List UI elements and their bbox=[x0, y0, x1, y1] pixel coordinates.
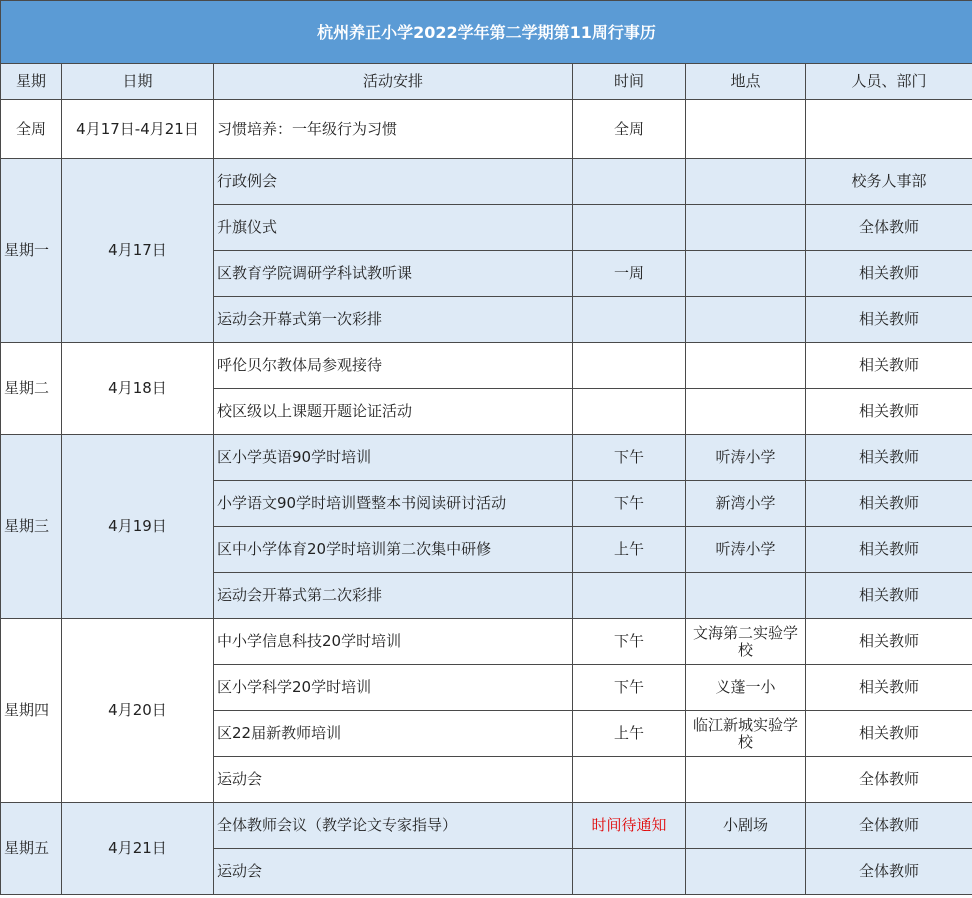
activity-cell: 习惯培养：一年级行为习惯 bbox=[214, 100, 573, 159]
people-cell: 全体教师 bbox=[806, 205, 972, 251]
activity-cell: 中小学信息科技20学时培训 bbox=[214, 619, 573, 665]
place-cell bbox=[686, 573, 806, 619]
table-row bbox=[1, 803, 972, 849]
place-cell: 听涛小学 bbox=[686, 435, 806, 481]
header-time: 时间 bbox=[573, 64, 686, 100]
place-cell bbox=[686, 100, 806, 159]
activity-cell: 运动会 bbox=[214, 849, 573, 895]
people-cell: 相关教师 bbox=[806, 619, 972, 665]
time-cell: 下午 bbox=[573, 619, 686, 665]
place-cell: 文海第二实验学校 bbox=[686, 619, 806, 665]
time-cell: 上午 bbox=[573, 527, 686, 573]
place-cell: 听涛小学 bbox=[686, 527, 806, 573]
place-cell bbox=[686, 343, 806, 389]
people-cell bbox=[806, 100, 972, 159]
people-cell: 相关教师 bbox=[806, 343, 972, 389]
header-day: 星期 bbox=[1, 64, 62, 100]
people-cell: 相关教师 bbox=[806, 251, 972, 297]
page-title: 杭州养正小学2022学年第二学期第11周行事历 bbox=[1, 1, 972, 64]
date-cell: 4月19日 bbox=[62, 435, 214, 619]
date-cell: 4月20日 bbox=[62, 619, 214, 803]
header-people: 人员、部门 bbox=[806, 64, 972, 100]
table-row bbox=[1, 343, 972, 389]
time-cell: 下午 bbox=[573, 665, 686, 711]
time-cell: 下午 bbox=[573, 481, 686, 527]
people-cell: 相关教师 bbox=[806, 297, 972, 343]
date-cell: 4月17日-4月21日 bbox=[62, 100, 214, 159]
activity-cell: 小学语文90学时培训暨整本书阅读研讨活动 bbox=[214, 481, 573, 527]
time-cell bbox=[573, 343, 686, 389]
people-cell: 全体教师 bbox=[806, 803, 972, 849]
place-cell: 小剧场 bbox=[686, 803, 806, 849]
activity-cell: 区22届新教师培训 bbox=[214, 711, 573, 757]
activity-cell: 区小学英语90学时培训 bbox=[214, 435, 573, 481]
date-cell: 4月18日 bbox=[62, 343, 214, 435]
time-cell bbox=[573, 159, 686, 205]
place-cell bbox=[686, 205, 806, 251]
people-cell: 相关教师 bbox=[806, 573, 972, 619]
activity-cell: 行政例会 bbox=[214, 159, 573, 205]
activity-cell: 区教育学院调研学科试教听课 bbox=[214, 251, 573, 297]
people-cell: 相关教师 bbox=[806, 389, 972, 435]
time-cell bbox=[573, 757, 686, 803]
time-cell: 全周 bbox=[573, 100, 686, 159]
people-cell: 相关教师 bbox=[806, 711, 972, 757]
people-cell: 相关教师 bbox=[806, 435, 972, 481]
day-cell: 星期三 bbox=[1, 435, 62, 619]
time-cell bbox=[573, 205, 686, 251]
activity-cell: 校区级以上课题开题论证活动 bbox=[214, 389, 573, 435]
table-row bbox=[1, 159, 972, 205]
activity-cell: 运动会 bbox=[214, 757, 573, 803]
time-cell: 上午 bbox=[573, 711, 686, 757]
date-cell: 4月17日 bbox=[62, 159, 214, 343]
table-row bbox=[1, 435, 972, 481]
activity-cell: 升旗仪式 bbox=[214, 205, 573, 251]
time-cell: 一周 bbox=[573, 251, 686, 297]
people-cell: 相关教师 bbox=[806, 481, 972, 527]
table-row-all-week bbox=[1, 100, 972, 159]
place-cell bbox=[686, 849, 806, 895]
day-cell: 星期四 bbox=[1, 619, 62, 803]
people-cell: 全体教师 bbox=[806, 757, 972, 803]
day-cell: 星期五 bbox=[1, 803, 62, 895]
day-cell: 星期一 bbox=[1, 159, 62, 343]
header-place: 地点 bbox=[686, 64, 806, 100]
activity-cell: 运动会开幕式第一次彩排 bbox=[214, 297, 573, 343]
place-cell bbox=[686, 757, 806, 803]
header-activity: 活动安排 bbox=[214, 64, 573, 100]
people-cell: 校务人事部 bbox=[806, 159, 972, 205]
place-cell bbox=[686, 297, 806, 343]
time-cell bbox=[573, 573, 686, 619]
place-cell bbox=[686, 251, 806, 297]
time-cell: 下午 bbox=[573, 435, 686, 481]
place-cell: 临江新城实验学校 bbox=[686, 711, 806, 757]
activity-cell: 呼伦贝尔教体局参观接待 bbox=[214, 343, 573, 389]
table-row bbox=[1, 619, 972, 665]
place-cell: 新湾小学 bbox=[686, 481, 806, 527]
header-date: 日期 bbox=[62, 64, 214, 100]
time-cell bbox=[573, 389, 686, 435]
day-cell: 全周 bbox=[1, 100, 62, 159]
people-cell: 相关教师 bbox=[806, 665, 972, 711]
time-cell: 时间待通知 bbox=[573, 803, 686, 849]
day-cell: 星期二 bbox=[1, 343, 62, 435]
activity-cell: 区小学科学20学时培训 bbox=[214, 665, 573, 711]
place-cell: 义蓬一小 bbox=[686, 665, 806, 711]
people-cell: 相关教师 bbox=[806, 527, 972, 573]
time-cell bbox=[573, 297, 686, 343]
date-cell: 4月21日 bbox=[62, 803, 214, 895]
place-cell bbox=[686, 159, 806, 205]
people-cell: 全体教师 bbox=[806, 849, 972, 895]
time-cell bbox=[573, 849, 686, 895]
activity-cell: 运动会开幕式第二次彩排 bbox=[214, 573, 573, 619]
activity-cell: 区中小学体育20学时培训第二次集中研修 bbox=[214, 527, 573, 573]
header-row bbox=[1, 64, 972, 100]
activity-cell: 全体教师会议（教学论文专家指导） bbox=[214, 803, 573, 849]
place-cell bbox=[686, 389, 806, 435]
